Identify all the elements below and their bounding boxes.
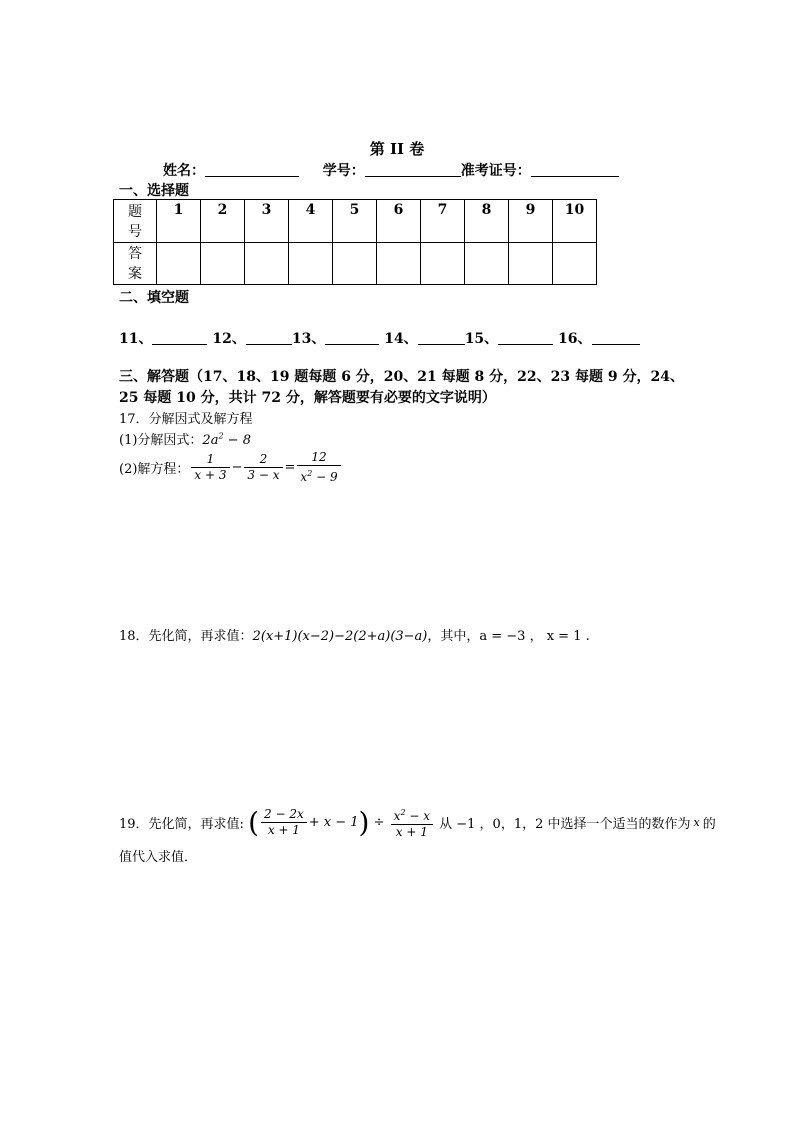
student-info-line bbox=[163, 160, 619, 180]
q17-part2-label: (2)解方程： bbox=[119, 462, 190, 477]
question-number-cell: 3 bbox=[245, 200, 289, 243]
name-label: 姓名： bbox=[163, 163, 205, 179]
student-id-blank[interactable] bbox=[365, 162, 461, 177]
q17-part1-expression: $2a^2 - 8$ bbox=[202, 431, 251, 448]
q19-line2: 值代入求值． bbox=[119, 850, 198, 865]
fill-blank-12[interactable] bbox=[246, 330, 292, 345]
fraction: $\frac{x^2 - x}{x + 1}$ bbox=[391, 805, 433, 840]
question-number-cell: 8 bbox=[465, 200, 509, 243]
answer-table bbox=[113, 199, 597, 285]
row-header-answer: 答 案 bbox=[114, 243, 157, 285]
question-number-cell: 9 bbox=[509, 200, 553, 243]
fill-blank-11[interactable] bbox=[152, 330, 207, 345]
fill-blank-14[interactable] bbox=[418, 330, 465, 345]
fill-blank-15[interactable] bbox=[498, 330, 553, 345]
fill-blank-line bbox=[119, 328, 640, 348]
question-number-cell: 4 bbox=[289, 200, 333, 243]
fill-item-label: 16、 bbox=[558, 331, 592, 347]
exam-number-label: 准考证号： bbox=[460, 163, 531, 179]
fraction: $\frac{2 - 2x}{x + 1}$ bbox=[261, 807, 307, 838]
answer-cell[interactable] bbox=[553, 243, 597, 285]
row-header-question-number: 题 号 bbox=[114, 200, 157, 243]
name-blank[interactable] bbox=[205, 162, 299, 177]
fraction: $\frac{1}{x + 3}$ bbox=[191, 452, 229, 483]
q18-label: 18．先化简，再求值： bbox=[119, 629, 253, 644]
q19-label: 19．先化简，再求值: bbox=[119, 817, 244, 832]
q19-line1 bbox=[119, 805, 716, 840]
q19-expression: ( $\frac{2 - 2x}{x + 1}$ + x − 1) ÷ $\frac{x^2 - x}{x + 1}$ bbox=[248, 815, 439, 830]
fill-item-label: 15、 bbox=[464, 331, 499, 347]
question-number-cell: 5 bbox=[333, 200, 377, 243]
q18-condition: ，其中，a = −3 ， x = 1 . bbox=[427, 629, 590, 644]
answer-cell[interactable] bbox=[201, 243, 245, 285]
question-number-cell: 10 bbox=[553, 200, 597, 243]
student-id-label: 学号： bbox=[322, 163, 365, 179]
q17-part2: (2)解方程： $\frac{1}{x + 3}$ − $\frac{2}{3 - x}$ = $\frac{12}{x^2 - 9}$ bbox=[119, 450, 343, 485]
q18-expression: 2(x+1)(x−2)−2(2+a)(3−a) bbox=[252, 629, 428, 644]
answer-cell[interactable] bbox=[333, 243, 377, 285]
q17-title: 17．分解因式及解方程 bbox=[119, 412, 253, 427]
answer-cell[interactable] bbox=[157, 243, 201, 285]
answer-row bbox=[114, 243, 597, 285]
q19-tail: 的 bbox=[702, 817, 716, 832]
fill-blank-16[interactable] bbox=[592, 330, 640, 345]
fill-item-label: 11、 bbox=[119, 331, 153, 347]
q18 bbox=[119, 625, 590, 644]
answer-cell[interactable] bbox=[245, 243, 289, 285]
q19-choice-text: 从 −1 ，0，1，2 中选择一个适当的数作为 bbox=[439, 817, 691, 832]
fraction: $\frac{12}{x^2 - 9}$ bbox=[297, 450, 340, 485]
q19-variable: x bbox=[693, 816, 700, 829]
exam-number-blank[interactable] bbox=[531, 162, 619, 177]
q17-part1-label: (1)分解因式： bbox=[119, 433, 203, 448]
section-2-heading: 二、填空题 bbox=[119, 290, 189, 306]
answer-cell[interactable] bbox=[509, 243, 553, 285]
fraction: $\frac{2}{3 - x}$ bbox=[244, 452, 282, 483]
fill-item-label: 14、 bbox=[384, 331, 418, 347]
answer-cell[interactable] bbox=[465, 243, 509, 285]
question-number-cell: 2 bbox=[201, 200, 245, 243]
question-number-cell: 7 bbox=[421, 200, 465, 243]
page-title: 第 II 卷 bbox=[369, 140, 425, 158]
question-number-row bbox=[114, 200, 597, 243]
section-3-heading-line1: 三、解答题（17、18、19 题每题 6 分，20、21 每题 8 分，22、23 每题 9 分，24、 bbox=[119, 369, 684, 385]
question-number-cell: 6 bbox=[377, 200, 421, 243]
answer-cell[interactable] bbox=[377, 243, 421, 285]
answer-cell[interactable] bbox=[421, 243, 465, 285]
q17-part1 bbox=[119, 429, 251, 448]
fill-item-label: 12、 bbox=[212, 331, 246, 347]
question-number-cell: 1 bbox=[157, 200, 201, 243]
answer-cell[interactable] bbox=[289, 243, 333, 285]
section-1-heading: 一、选择题 bbox=[119, 183, 189, 199]
fill-item-label: 13、 bbox=[291, 331, 326, 347]
section-3-heading-line2: 25 每题 10 分，共计 72 分，解答题要有必要的文字说明） bbox=[119, 390, 496, 406]
fill-blank-13[interactable] bbox=[325, 330, 379, 345]
